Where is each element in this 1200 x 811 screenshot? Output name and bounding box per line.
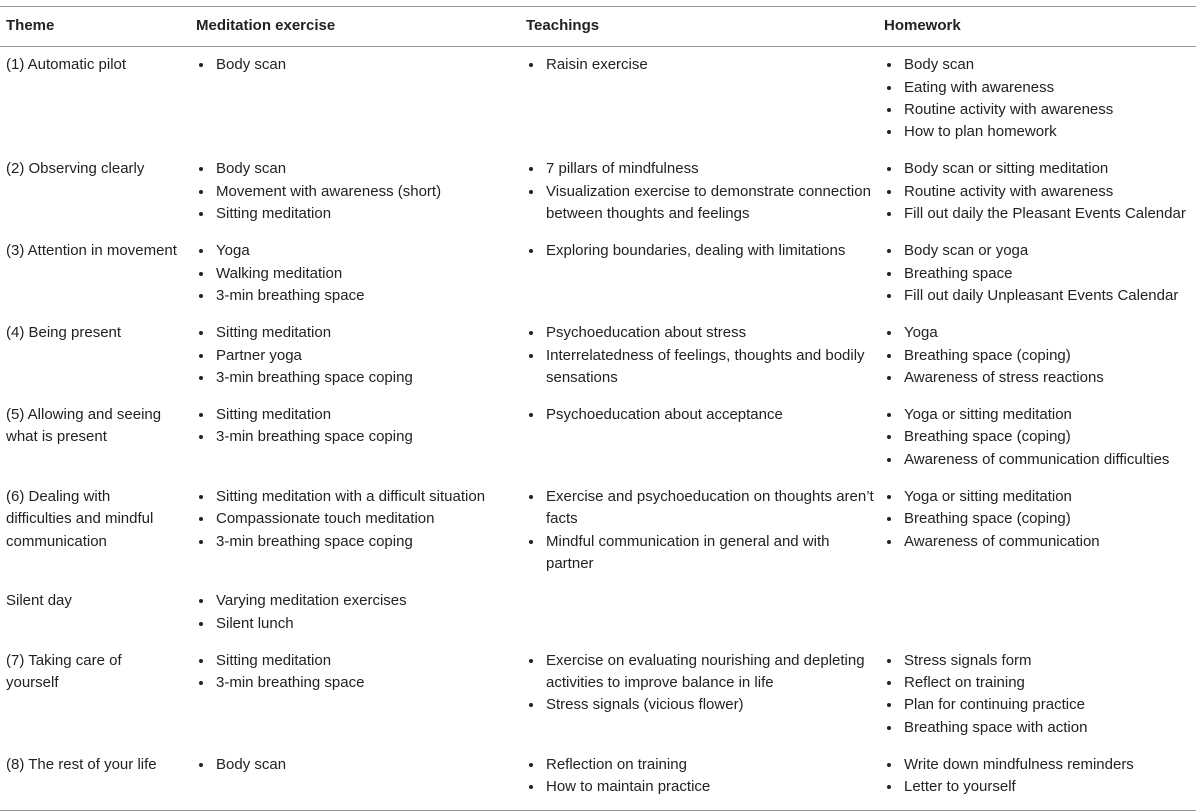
list-item: Letter to yourself — [884, 776, 1192, 798]
list-item: Exercise and psychoeducation on thoughts aren’t facts — [526, 486, 874, 531]
homework-cell — [878, 47, 1196, 152]
homework-list — [884, 404, 1192, 471]
header-theme: Theme — [0, 7, 190, 47]
homework-cell — [878, 583, 1196, 643]
list-item: Yoga or sitting meditation — [884, 486, 1192, 508]
teachings-list — [526, 650, 874, 717]
list-item: Exploring boundaries, dealing with limitations — [526, 240, 874, 262]
meditation-exercise-cell — [190, 747, 520, 810]
list-item: Walking meditation — [196, 263, 516, 285]
table-row — [0, 583, 1196, 643]
meditation-exercise-list — [196, 650, 516, 695]
meditation-exercise-cell — [190, 315, 520, 397]
list-item: Mindful communication in general and with partner — [526, 531, 874, 576]
list-item: Awareness of stress reactions — [884, 367, 1192, 389]
list-item: Reflect on training — [884, 672, 1192, 694]
list-item: Reflection on training — [526, 754, 874, 776]
teachings-cell — [520, 643, 878, 747]
table-header — [0, 7, 1196, 47]
teachings-list — [526, 240, 874, 262]
table-body — [0, 47, 1196, 810]
homework-cell — [878, 151, 1196, 233]
homework-list — [884, 158, 1192, 225]
homework-list — [884, 754, 1192, 799]
theme-cell: (4) Being present — [6, 324, 122, 342]
meditation-exercise-list — [196, 54, 516, 76]
meditation-exercise-list — [196, 486, 516, 553]
homework-list — [884, 322, 1192, 389]
list-item: Yoga or sitting meditation — [884, 404, 1192, 426]
list-item: Stress signals (vicious flower) — [526, 694, 874, 716]
meditation-exercise-cell — [190, 479, 520, 583]
teachings-list — [526, 754, 874, 799]
teachings-cell — [520, 233, 878, 315]
teachings-list — [526, 404, 874, 426]
list-item: Partner yoga — [196, 345, 516, 367]
list-item: Breathing space (coping) — [884, 345, 1192, 367]
teachings-list — [526, 322, 874, 389]
training-program-table — [0, 6, 1196, 811]
list-item: Varying meditation exercises — [196, 590, 516, 612]
list-item: 3-min breathing space coping — [196, 367, 516, 389]
meditation-exercise-list — [196, 404, 516, 449]
list-item: Breathing space (coping) — [884, 426, 1192, 448]
header-homework: Homework — [878, 7, 1196, 47]
meditation-exercise-list — [196, 754, 516, 776]
meditation-exercise-cell — [190, 583, 520, 643]
homework-list — [884, 650, 1192, 739]
teachings-list — [526, 54, 874, 76]
meditation-exercise-cell — [190, 397, 520, 479]
teachings-cell — [520, 151, 878, 233]
homework-cell — [878, 397, 1196, 479]
list-item: How to plan homework — [884, 121, 1192, 143]
table-row — [0, 397, 1196, 479]
meditation-exercise-cell — [190, 151, 520, 233]
list-item: Sitting meditation with a difficult situation — [196, 486, 516, 508]
list-item: Write down mindfulness reminders — [884, 754, 1192, 776]
meditation-exercise-list — [196, 590, 516, 635]
theme-cell: (5) Allowing and seeing what is present — [6, 406, 162, 446]
list-item: Sitting meditation — [196, 203, 516, 225]
list-item: Eating with awareness — [884, 77, 1192, 99]
list-item: Fill out daily Unpleasant Events Calendar — [884, 285, 1192, 307]
meditation-exercise-cell — [190, 47, 520, 152]
homework-cell — [878, 233, 1196, 315]
table-row — [0, 643, 1196, 747]
teachings-cell — [520, 583, 878, 643]
table-row — [0, 747, 1196, 810]
list-item: Psychoeducation about stress — [526, 322, 874, 344]
homework-list — [884, 54, 1192, 143]
theme-cell: (1) Automatic pilot — [6, 56, 127, 74]
header-teachings: Teachings — [520, 7, 878, 47]
list-item: Psychoeducation about acceptance — [526, 404, 874, 426]
list-item: Raisin exercise — [526, 54, 874, 76]
list-item: Stress signals form — [884, 650, 1192, 672]
meditation-exercise-list — [196, 240, 516, 307]
list-item: Awareness of communication difficulties — [884, 449, 1192, 471]
list-item: Exercise on evaluating nourishing and depleting activities to improve balance in life — [526, 650, 874, 695]
list-item: 7 pillars of mindfulness — [526, 158, 874, 180]
list-item: Breathing space (coping) — [884, 508, 1192, 530]
meditation-exercise-cell — [190, 643, 520, 747]
list-item: Plan for continuing practice — [884, 694, 1192, 716]
list-item: 3-min breathing space coping — [196, 426, 516, 448]
list-item: Compassionate touch meditation — [196, 508, 516, 530]
meditation-exercise-list — [196, 322, 516, 389]
theme-cell: (7) Taking care of yourself — [6, 651, 122, 692]
list-item: Yoga — [884, 322, 1192, 344]
theme-cell: Silent day — [6, 592, 72, 610]
list-item: Body scan — [196, 54, 516, 76]
teachings-cell — [520, 479, 878, 583]
table-row — [0, 47, 1196, 152]
teachings-cell — [520, 747, 878, 810]
list-item: Body scan or yoga — [884, 240, 1192, 262]
homework-cell — [878, 643, 1196, 747]
list-item: Breathing space with action — [884, 717, 1192, 739]
list-item: Body scan — [196, 158, 516, 180]
header-meditation-exercise: Meditation exercise — [190, 7, 520, 47]
list-item: Body scan or sitting meditation — [884, 158, 1192, 180]
theme-cell: (2) Observing clearly — [6, 160, 145, 178]
theme-cell: (3) Attention in movement — [6, 242, 177, 260]
list-item: 3-min breathing space — [196, 672, 516, 694]
meditation-exercise-cell — [190, 233, 520, 315]
teachings-list — [526, 486, 874, 575]
teachings-cell — [520, 47, 878, 152]
list-item: Fill out daily the Pleasant Events Calendar — [884, 203, 1192, 225]
list-item: Routine activity with awareness — [884, 181, 1192, 203]
list-item: Breathing space — [884, 263, 1192, 285]
teachings-list — [526, 158, 874, 225]
list-item: Awareness of communication — [884, 531, 1192, 553]
list-item: 3-min breathing space coping — [196, 531, 516, 553]
list-item: Yoga — [196, 240, 516, 262]
list-item: 3-min breathing space — [196, 285, 516, 307]
list-item: Movement with awareness (short) — [196, 181, 516, 203]
list-item: Silent lunch — [196, 613, 516, 635]
homework-cell — [878, 315, 1196, 397]
list-item: Sitting meditation — [196, 650, 516, 672]
header-row — [0, 7, 1196, 47]
list-item: Visualization exercise to demonstrate connection between thoughts and feelings — [526, 181, 874, 226]
homework-cell — [878, 479, 1196, 583]
theme-cell: (6) Dealing with difficulties and mindful communication — [6, 488, 154, 550]
table-row — [0, 315, 1196, 397]
table-row — [0, 233, 1196, 315]
meditation-exercise-list — [196, 158, 516, 225]
list-item: Sitting meditation — [196, 404, 516, 426]
theme-cell: (8) The rest of your life — [0, 747, 190, 810]
homework-list — [884, 486, 1192, 553]
teachings-cell — [520, 315, 878, 397]
homework-cell — [878, 747, 1196, 810]
table-row — [0, 151, 1196, 233]
homework-list — [884, 240, 1192, 307]
teachings-cell — [520, 397, 878, 479]
list-item: Body scan — [884, 54, 1192, 76]
table-row — [0, 479, 1196, 583]
list-item: Sitting meditation — [196, 322, 516, 344]
list-item: Interrelatedness of feelings, thoughts and bodily sensations — [526, 345, 874, 390]
list-item: Body scan — [196, 754, 516, 776]
list-item: Routine activity with awareness — [884, 99, 1192, 121]
list-item: How to maintain practice — [526, 776, 874, 798]
